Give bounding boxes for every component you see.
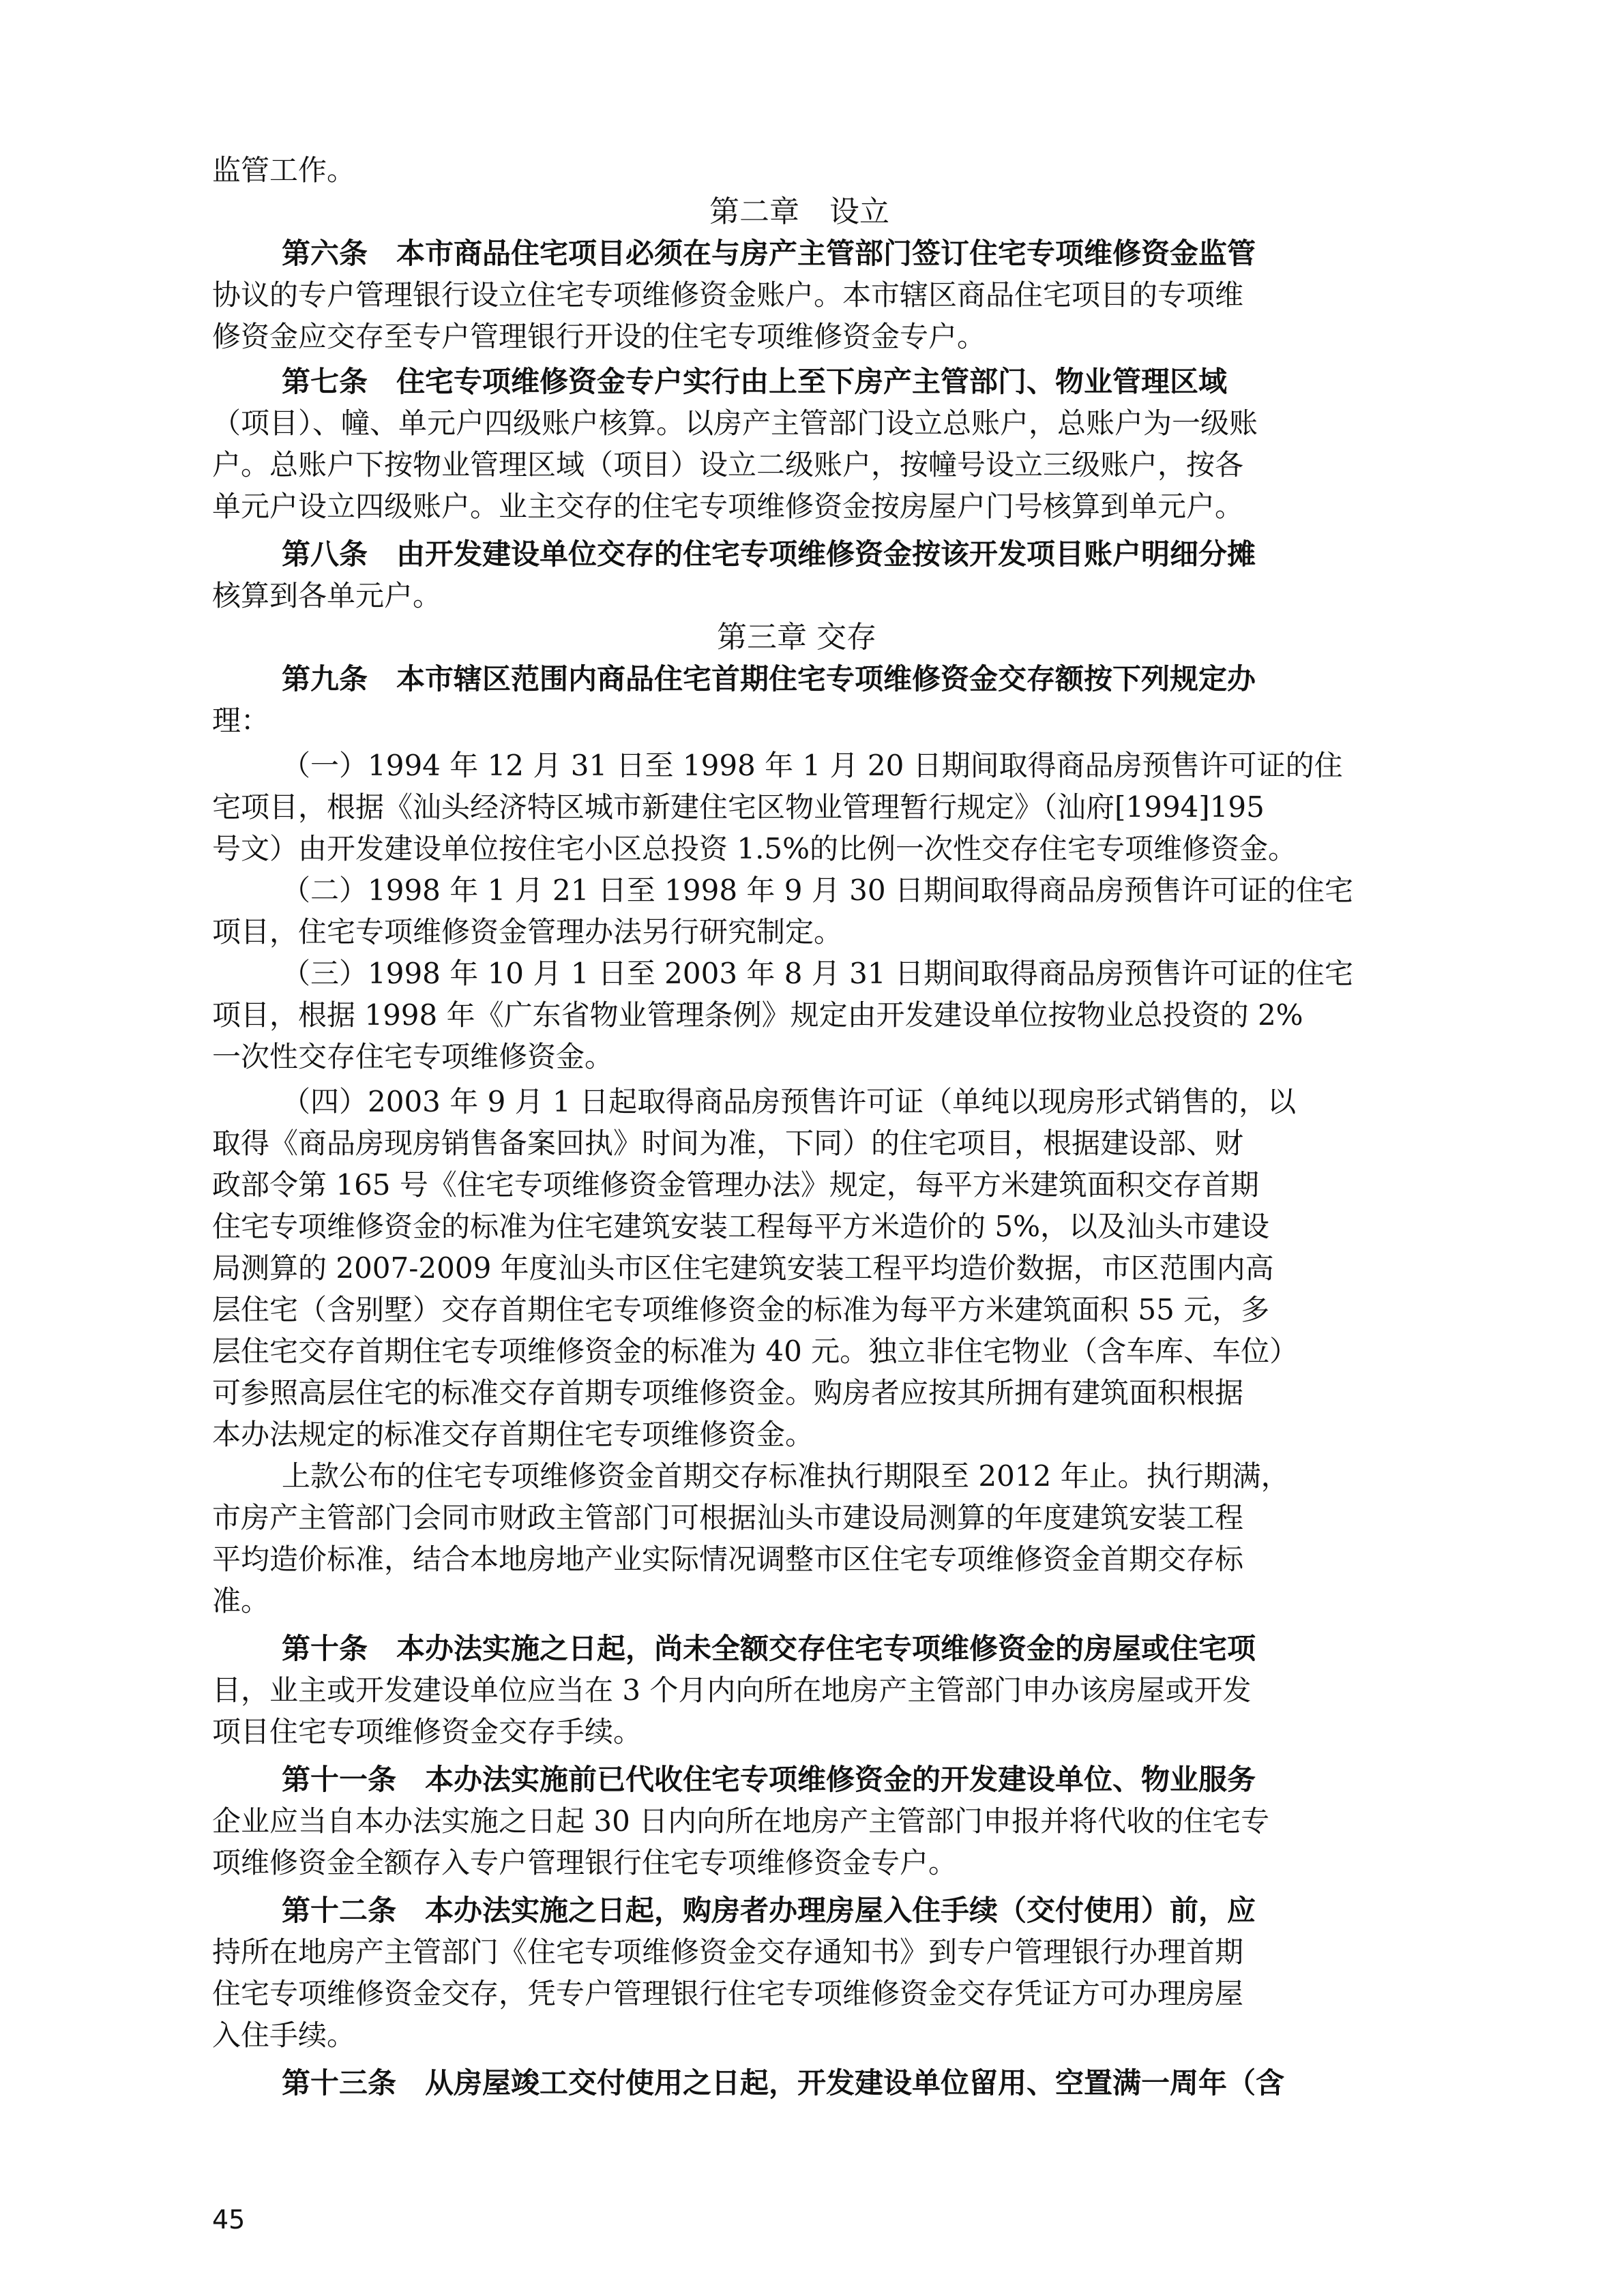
text-line: 一次性交存住宅专项维修资金。 — [212, 1040, 614, 1073]
chapter-heading: 第二章 设立 — [709, 194, 889, 229]
text-line: 市房产主管部门会同市财政主管部门可根据汕头市建设局测算的年度建筑安装工程 — [212, 1501, 1244, 1534]
text-line: 号文）由开发建设单位按住宅小区总投资 1.5%的比例一次性交存住宅专项维修资金。 — [212, 832, 1297, 865]
text-line: 可参照高层住宅的标准交存首期专项维修资金。购房者应按其所拥有建筑面积根据 — [212, 1376, 1244, 1410]
text-line: 入住手续。 — [212, 2018, 356, 2052]
text-line: 单元户设立四级账户。业主交存的住宅专项维修资金按房屋户门号核算到单元户。 — [212, 490, 1244, 523]
article-line: 第十三条 从房屋竣工交付使用之日起，开发建设单位留用、空置满一周年（含 — [282, 2066, 1285, 2100]
text-line: 核算到各单元户。 — [212, 579, 442, 612]
text-line: 协议的专户管理银行设立住宅专项维修资金账户。本市辖区商品住宅项目的专项维 — [212, 278, 1244, 312]
article-line: 第八条 由开发建设单位交存的住宅专项维修资金按该开发项目账户明细分摊 — [282, 537, 1256, 571]
article-line: 第七条 住宅专项维修资金专户实行由上至下房产主管部门、物业管理区域 — [282, 365, 1228, 398]
text-line: 修资金应交存至专户管理银行开设的住宅专项维修资金专户。 — [212, 320, 986, 353]
text-line: （三）1998 年 10 月 1 日至 2003 年 8 月 31 日期间取得商品房预售许可证的住宅 — [282, 957, 1353, 990]
text-line: 上款公布的住宅专项维修资金首期交存标准执行期限至 2012 年止。执行期满， — [282, 1459, 1290, 1493]
text-line: 持所在地房产主管部门《住宅专项维修资金交存通知书》到专户管理银行办理首期 — [212, 1935, 1244, 1969]
text-line: 政部令第 165 号《住宅专项维修资金管理办法》规定，每平方米建筑面积交存首期 — [212, 1168, 1259, 1202]
page-number: 45 — [212, 2205, 246, 2235]
text-line: 层住宅（含别墅）交存首期住宅专项维修资金的标准为每平方米建筑面积 55 元，多 — [212, 1293, 1270, 1326]
text-line: 层住宅交存首期住宅专项维修资金的标准为 40 元。独立非住宅物业（含车库、车位） — [212, 1335, 1299, 1368]
text-line: 项维修资金全额存入专户管理银行住宅专项维修资金专户。 — [212, 1846, 958, 1879]
text-line: 理： — [212, 704, 270, 737]
article-line: 第十一条 本办法实施前已代收住宅专项维修资金的开发建设单位、物业服务 — [282, 1763, 1256, 1796]
text-line: 项目，根据 1998 年《广东省物业管理条例》规定由开发建设单位按物业总投资的 2% — [212, 998, 1303, 1032]
text-line: 平均造价标准，结合本地房地产业实际情况调整市区住宅专项维修资金首期交存标 — [212, 1542, 1244, 1576]
text-line: （四）2003 年 9 月 1 日起取得商品房预售许可证（单纯以现房形式销售的，以 — [282, 1085, 1297, 1118]
text-line: 项目住宅专项维修资金交存手续。 — [212, 1715, 643, 1748]
text-line: 企业应当自本办法实施之日起 30 日内向所在地房产主管部门申报并将代收的住宅专 — [212, 1804, 1270, 1838]
text-line: 准。 — [212, 1584, 270, 1617]
article-line: 第十二条 本办法实施之日起，购房者办理房屋入住手续（交付使用）前，应 — [282, 1894, 1256, 1927]
text-line: 本办法规定的标准交存首期住宅专项维修资金。 — [212, 1418, 814, 1451]
text-line: 局测算的 2007-2009 年度汕头市区住宅建筑安装工程平均造价数据，市区范围内高 — [212, 1251, 1274, 1285]
text-line: （二）1998 年 1 月 21 日至 1998 年 9 月 30 日期间取得商品房预售许可证的住宅 — [282, 874, 1353, 907]
text-line: 项目，住宅专项维修资金管理办法另行研究制定。 — [212, 915, 843, 949]
text-line: 宅项目，根据《汕头经济特区城市新建住宅区物业管理暂行规定》（汕府[1994]195 — [212, 790, 1265, 824]
text-line: 目，业主或开发建设单位应当在 3 个月内向所在地房产主管部门申办该房屋或开发 — [212, 1673, 1252, 1707]
text-line: 户。总账户下按物业管理区域（项目）设立二级账户，按幢号设立三级账户，按各 — [212, 448, 1244, 481]
chapter-heading: 第三章 交存 — [717, 620, 876, 655]
text-line: 取得《商品房现房销售备案回执》时间为准，下同）的住宅项目，根据建设部、财 — [212, 1127, 1244, 1160]
text-line: （一）1994 年 12 月 31 日至 1998 年 1 月 20 日期间取得商品房预售许可证的住 — [282, 749, 1343, 782]
article-line: 第十条 本办法实施之日起，尚未全额交存住宅专项维修资金的房屋或住宅项 — [282, 1632, 1256, 1665]
text-line: 监管工作。 — [212, 153, 356, 187]
text-line: 住宅专项维修资金交存，凭专户管理银行住宅专项维修资金交存凭证方可办理房屋 — [212, 1977, 1244, 2010]
text-line: （项目）、幢、单元户四级账户核算。以房产主管部门设立总账户，总账户为一级账 — [212, 406, 1258, 440]
article-line: 第九条 本市辖区范围内商品住宅首期住宅专项维修资金交存额按下列规定办 — [282, 662, 1256, 696]
article-line: 第六条 本市商品住宅项目必须在与房产主管部门签订住宅专项维修资金监管 — [282, 237, 1256, 270]
text-line: 住宅专项维修资金的标准为住宅建筑安装工程每平方米造价的 5%，以及汕头市建设 — [212, 1210, 1269, 1243]
